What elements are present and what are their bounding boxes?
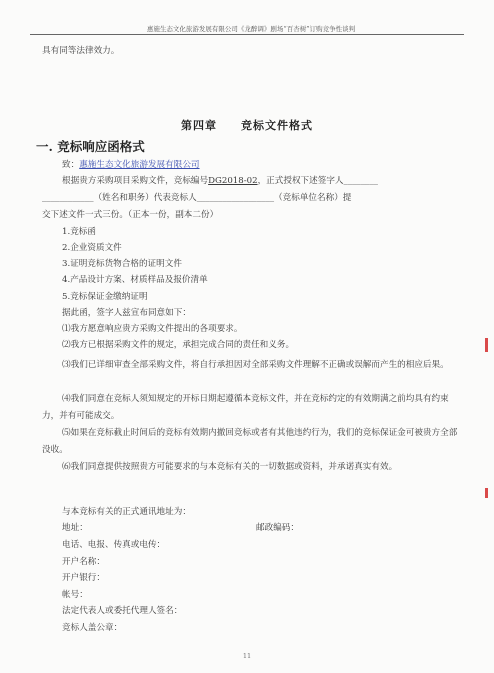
seal-label: 竞标人盖公章： — [62, 623, 123, 633]
carryover-line: 具有同等法律效力。 — [42, 46, 120, 56]
signer-blank: ________ — [343, 176, 378, 186]
letter-line-3: 交下述文件一式三份。（正本一份，副本二份） — [42, 210, 219, 220]
signer-label: 法定代表人或委托代理人签名： — [62, 606, 183, 616]
address-label: 地址： — [62, 523, 88, 533]
clause-2: ⑵我方已根据采购文件的规定，承担完成合同的责任和义务。 — [62, 340, 295, 350]
section-title: 一. 竞标响应函格式 — [36, 139, 145, 154]
page-number: 11 — [242, 652, 252, 660]
list-item: 5.竞标保证金缴纳证明 — [62, 292, 148, 302]
account-label: 帐号： — [62, 590, 88, 600]
line1-text-a: 根据贵方采购项目采购文件，竞标编号 — [62, 176, 209, 186]
clause-5: ⑸如果在竞标截止时间后的竞标有效期内撤回竞标或者有其他违约行为，我们的竞标保证金可被贵方全部没收。 — [42, 428, 458, 455]
list-item: 2.企业资质文件 — [62, 243, 122, 253]
hereby-line: 据此函，签字人兹宣布同意如下： — [62, 308, 191, 318]
list-item: 3.证明竞标货物合格的证明文件 — [62, 259, 182, 269]
letter-line-2: ____________（姓名和职务）代表竞标人__________________（竞标单位名称）提 — [42, 193, 352, 203]
salutation-prefix: 致： — [62, 160, 80, 170]
header-rule — [30, 34, 464, 35]
clause-6: ⑹我们同意提供按照贵方可能要求的与本竞标有关的一切数据或资料，并承诺真实有效。 — [62, 462, 398, 472]
chapter-title: 第四章 竞标文件格式 — [181, 119, 313, 132]
running-header: 惠施生态文化旅游发展有限公司《龙醉调》剧场“百杏树”订购竞争性谈判 — [146, 25, 356, 33]
list-item: 1.竞标函 — [62, 227, 96, 237]
recipient-name: 惠施生态文化旅游发展有限公司 — [79, 160, 200, 170]
scan-edge-mark — [485, 338, 488, 352]
scan-edge-mark — [485, 488, 488, 498]
clause-1: ⑴我方愿意响应贵方采购文件提出的各项要求。 — [62, 324, 243, 334]
list-item: 4.产品设计方案、材质样品及报价清单 — [62, 275, 208, 285]
postcode-label: 邮政编码： — [256, 523, 299, 533]
phone-label: 电话、电报、传真或电传： — [62, 540, 166, 550]
bank-name-label: 开户名称： — [62, 557, 105, 567]
salutation — [62, 160, 200, 171]
bid-number: DG2018-02 — [208, 176, 258, 186]
letter-line-1 — [62, 176, 378, 187]
bank-label: 开户银行： — [62, 573, 105, 583]
line1-text-b: ，正式授权下述签字人 — [257, 176, 344, 186]
clause-3: ⑶我们已详细审查全部采购文件，将自行承担因对全部采购文件理解不正确或误解而产生的相应后果。 — [62, 360, 449, 370]
contact-intro: 与本竞标有关的正式通讯地址为： — [62, 507, 191, 517]
clause-4: ⑷我们同意在竞标人须知规定的开标日期起遵循本竞标文件，并在竞标约定的有效期满之前均具有约束力，并有可能成交。 — [42, 394, 449, 421]
